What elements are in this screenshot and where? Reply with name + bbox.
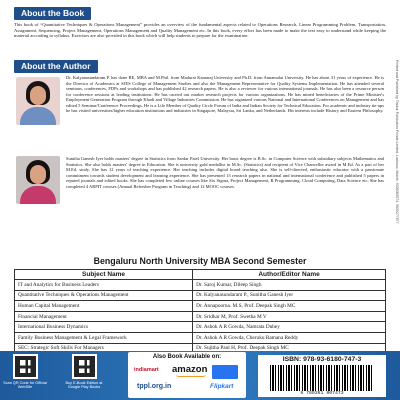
table-row bbox=[15, 280, 386, 291]
amazon-logo[interactable]: amazon bbox=[172, 364, 208, 375]
author2-bio: Sunitha Ganesh Iyer holds masters' degree in Statistics from Sardar Patel University. Her basic degree is B.Sc. in Computer Science with subsidiary subjects Mathematics and Statistics. She also holds masters' degree in Education. She is university gold medallist in M.Sc. (Statistics) and recipient of Vice Chancellor award in M.Ed. As a part of her M.Ed. study. She has 12 years of teaching experience. Her teaching includes digital board teaching also. She is self-directed, enthusiastic educator with a passionate commitment towards student development and learning experience. She has presented 13 research papers in national and international conference and published 5 papers in reputed journals and edited books. She has completed few online courses like Six Sigma, Project Management, R Programming, Cloud Computing, Data Science etc. She has completed 4 ARPIT courses (Annual Refresher Program in Teaching) and 12 MOOC courses. bbox=[66, 156, 384, 189]
author-cell: Dr. Sujitha Paul H, Prof. Deepak Singh MC bbox=[193, 343, 386, 354]
table-row bbox=[15, 322, 386, 333]
flipkart-bag-icon bbox=[212, 365, 238, 379]
barcode-digits: 9 789361 807473 bbox=[270, 391, 374, 397]
author1-photo bbox=[16, 77, 60, 125]
subject-cell: Human Capital Management bbox=[15, 301, 193, 312]
syllabus-table bbox=[14, 269, 386, 354]
isbn-text: ISBN: 978-93-6180-747-3 bbox=[282, 356, 362, 363]
about-book-text: This book of “Quantitative Techniques & Operations Management” provides an overview of the fundamental aspects related to Operations Research, Linear Programming Problem, Transportation, Assignment, Sequencing, Project Management, Operations Management and Quality Management etc. In this book, every effort has been made to make the text easy to understand while keeping the material according to syllabus. Exercises are also provided in this book which will help students to prepare for the examination. bbox=[14, 22, 386, 38]
isbn-box bbox=[258, 355, 386, 397]
table-row bbox=[15, 311, 386, 322]
table-header-row bbox=[15, 270, 386, 280]
website-qr-caption: Scan QR Code for Official WebSite bbox=[3, 381, 47, 390]
available-title: Also Book Available on: bbox=[152, 354, 222, 360]
header-author: Author/Editor Name bbox=[193, 270, 386, 280]
available-stores-box bbox=[128, 352, 246, 398]
flipkart-logo[interactable]: Flipkart bbox=[210, 383, 234, 390]
amazon-smile-icon bbox=[176, 374, 206, 377]
author-cell: Dr. Saroj Kumar, Dileep Singh bbox=[193, 280, 386, 291]
subject-cell: Family Business Management & Legal Framework bbox=[15, 332, 193, 343]
website-qr-code[interactable] bbox=[13, 354, 38, 379]
about-book-heading: About the Book bbox=[14, 7, 91, 20]
author-cell: Dr. Kalyanasundaram P., Sunitha Ganesh Iyer bbox=[193, 290, 386, 301]
author2-photo bbox=[16, 156, 60, 204]
subject-cell: Financial Management bbox=[15, 311, 193, 322]
author-cell: Dr. Annapoorna. M.S, Prof. Deepak Singh MC bbox=[193, 301, 386, 312]
table-row bbox=[15, 290, 386, 301]
author1-bio: Dr. Kalyanasundaram P. has done BE, MBA and M.Phil. from Madurai Kamaraj University and Ph.D. from Annamalai University. He has about 31 years of experience. He is the Director of Academics at SJES College of Management Studies and also the Management Representative for Quality Systems Implementation. He has attended several seminars, conferences, FDPs and workshops and has published 42 research papers. He is also a reviewer for various international journals. He has also been a resource person for conference sessions at leading institutions. He has carried out market research projects for various organizations. He has mined beneficiaries of the Prime Minister's Employment Generation Program through Khadi and Village Industries Commission. He has organized various National and International Conferences on Management and has edited 5 Seminar/Conference Proceedings. He is a Life Member of Quality Circle Forum of India and Indian Society for Technical Education. For academic and industry tie-ups he has visited universities/higher education institutions and industries in Singapore, Malaysia, Sri Lanka, and Netherlands. His interests include History and Eastern Philosophy. bbox=[66, 75, 384, 113]
table-row bbox=[15, 301, 386, 312]
subject-cell: International Business Dynamics bbox=[15, 322, 193, 333]
subject-cell: SEC: Strategic Soft Skills For Managers bbox=[15, 343, 193, 354]
playbooks-qr-caption: Buy E-Book Edition at Google Play Books bbox=[65, 381, 103, 390]
tppl-logo[interactable]: tppl.org.in bbox=[137, 383, 172, 390]
table-row bbox=[15, 332, 386, 343]
author-cell: Dr. Ashok A R Gowda, Cheruku Ramana Reddy bbox=[193, 332, 386, 343]
indiamart-logo[interactable]: indiamart bbox=[134, 367, 159, 373]
author-cell: Dr. Ashok A R Gowda, Namrata Dubey bbox=[193, 322, 386, 333]
subject-cell: IT and Analytics for Business Leaders bbox=[15, 280, 193, 291]
playbooks-qr-code[interactable] bbox=[72, 354, 97, 379]
subject-cell: Quantitative Techniques & Operations Management bbox=[15, 290, 193, 301]
about-author-heading: About the Author bbox=[14, 60, 98, 73]
table-title: Bengaluru North University MBA Second Semester bbox=[93, 256, 307, 266]
author-cell: Dr. Sridhar M, Prof. Swetha M V bbox=[193, 311, 386, 322]
publisher-side-text: Printed and Published by Thakur Publication Private Limited, Lucknow. Mobile: 9335055574, 9839277677 bbox=[395, 60, 399, 224]
header-subject: Subject Name bbox=[15, 270, 193, 280]
